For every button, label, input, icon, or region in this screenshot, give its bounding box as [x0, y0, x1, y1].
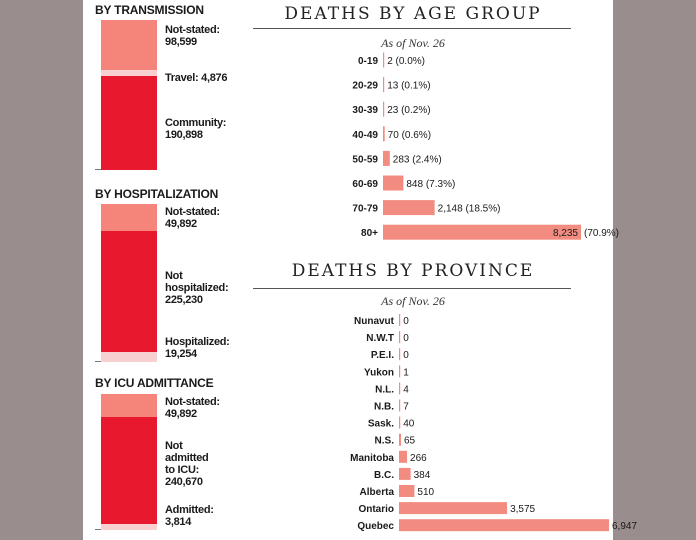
- province-chart-tick-label: P.E.I.: [370, 350, 394, 362]
- hospitalization-label-0: Not-stated: 49,892: [165, 206, 220, 230]
- province-chart-data-label: 1: [403, 367, 409, 379]
- province-chart-bar: [399, 331, 400, 343]
- age-chart-data-label: (70.9%): [584, 228, 620, 240]
- age-chart-bar: [383, 126, 385, 141]
- icu-label-0: Not-stated: 49,892: [165, 396, 220, 420]
- province-chart-data-label: 4: [403, 384, 409, 396]
- age-chart-rule: [253, 28, 571, 29]
- hospitalization-segment-2: [101, 352, 157, 362]
- province-chart-tick-label: Sask.: [367, 418, 394, 430]
- province-chart-tick-label: Nunavut: [354, 316, 394, 327]
- province-chart-tick-label: Alberta: [359, 487, 394, 498]
- age-chart-bar: [383, 77, 384, 92]
- province-chart-bar: [399, 417, 400, 429]
- hospitalization-label-2: Hospitalized: 19,254: [165, 336, 230, 360]
- hospitalization-title: BY HOSPITALIZATION: [95, 187, 219, 201]
- province-chart-data-label: 510: [417, 487, 435, 498]
- province-chart-tick-label: Manitoba: [350, 452, 394, 464]
- icu-title: BY ICU ADMITTANCE: [95, 376, 214, 390]
- province-chart-tick-label: N.L.: [375, 384, 394, 396]
- age-chart-title: DEATHS BY AGE GROUP: [284, 4, 542, 24]
- hospitalization-segment-1: [101, 231, 157, 352]
- age-chart-subtitle: As of Nov. 26: [381, 36, 445, 50]
- province-chart-bar: [399, 451, 407, 463]
- icu-segment-2: [101, 524, 157, 530]
- province-chart: [253, 310, 638, 538]
- age-chart-tick-label: 30-39: [352, 105, 378, 117]
- transmission-stack: [101, 20, 157, 170]
- province-chart-data-label: 3,575: [510, 504, 536, 516]
- icu-label-1: Not admitted to ICU: 240,670: [165, 440, 209, 488]
- age-chart-bar: [383, 151, 390, 166]
- province-chart-bar: [399, 400, 400, 412]
- age-chart-tick-label: 50-59: [352, 154, 378, 166]
- transmission-label-1: Travel: 4,876: [165, 72, 228, 84]
- age-chart-tick-label: 60-69: [352, 179, 378, 190]
- province-chart-bar: [399, 485, 414, 497]
- hospitalization-label-1: Not hospitalized: 225,230: [165, 270, 229, 306]
- transmission-label-0: Not-stated: 98,599: [165, 24, 220, 48]
- hospitalization-bottom-tick: [95, 361, 101, 362]
- province-chart-data-label: 266: [410, 452, 427, 464]
- province-chart-bar: [399, 519, 609, 531]
- age-chart-data-label: 848 (7.3%): [406, 179, 456, 190]
- province-chart-data-label: 7: [403, 401, 409, 413]
- province-chart-rule: [253, 288, 571, 289]
- province-chart-bar: [399, 468, 411, 480]
- province-chart-data-label: 65: [403, 435, 416, 447]
- age-chart-bar: [383, 225, 581, 240]
- province-chart-data-label: 0: [403, 316, 409, 327]
- icu-stack: [101, 394, 157, 530]
- province-chart-tick-label: Ontario: [358, 504, 394, 516]
- age-chart-tick-label: 40-49: [352, 129, 378, 141]
- province-chart-bar: [399, 348, 400, 360]
- province-chart-title: DEATHS BY PROVINCE: [291, 261, 535, 281]
- age-chart-tick-label: 80+: [361, 228, 378, 240]
- age-chart-tick-label: 20-29: [352, 80, 378, 92]
- age-chart-data-label: 8,235: [552, 228, 578, 240]
- province-chart-tick-label: Quebec: [357, 521, 394, 533]
- province-chart-data-label: 40: [403, 418, 415, 430]
- province-chart-tick-label: N.S.: [374, 435, 394, 447]
- province-chart-tick-label: N.B.: [374, 401, 394, 413]
- age-chart-tick-label: 0-19: [357, 56, 378, 67]
- age-chart-data-label: 283 (2.4%): [392, 154, 442, 166]
- transmission-segment-2: [101, 76, 157, 170]
- age-chart-bar: [383, 102, 384, 117]
- age-chart-data-label: 2,148 (18.5%): [437, 203, 501, 215]
- hospitalization-stack: [101, 204, 157, 362]
- province-chart-bar: [399, 382, 400, 394]
- icu-label-2: Admitted: 3,814: [165, 504, 214, 528]
- province-chart-tick-label: B.C.: [374, 469, 394, 481]
- age-chart-tick-label: 70-79: [352, 203, 378, 215]
- infographic-panel: [83, 0, 638, 540]
- transmission-title: BY TRANSMISSION: [95, 3, 204, 17]
- province-chart-subtitle: As of Nov. 26: [381, 294, 445, 308]
- province-chart-tick-label: Yukon: [363, 367, 394, 379]
- age-chart-data-label: 13 (0.1%): [387, 80, 431, 92]
- transmission-bottom-tick: [95, 169, 101, 170]
- age-chart-data-label: 2 (0.0%): [387, 56, 425, 67]
- province-chart-data-label: 384: [413, 469, 431, 481]
- icu-segment-1: [101, 417, 157, 524]
- age-chart: [253, 46, 620, 246]
- age-chart-bar: [383, 53, 384, 68]
- age-chart-data-label: 70 (0.6%): [387, 129, 432, 141]
- transmission-segment-0: [101, 20, 157, 70]
- icu-bottom-tick: [95, 529, 101, 530]
- hospitalization-segment-0: [101, 204, 157, 231]
- transmission-label-2: Community: 190,898: [165, 117, 227, 141]
- province-chart-data-label: 6,947: [612, 521, 638, 533]
- province-chart-data-label: 0: [403, 350, 409, 362]
- province-chart-bar: [399, 502, 507, 514]
- age-chart-bar: [383, 176, 403, 191]
- province-chart-bar: [399, 314, 400, 326]
- province-chart-data-label: 0: [403, 333, 409, 345]
- province-chart-tick-label: N.W.T: [366, 333, 394, 345]
- province-chart-bar: [399, 434, 401, 446]
- age-chart-bar: [383, 200, 435, 215]
- province-chart-bar: [399, 365, 400, 377]
- icu-segment-0: [101, 394, 157, 417]
- age-chart-data-label: 23 (0.2%): [387, 105, 431, 117]
